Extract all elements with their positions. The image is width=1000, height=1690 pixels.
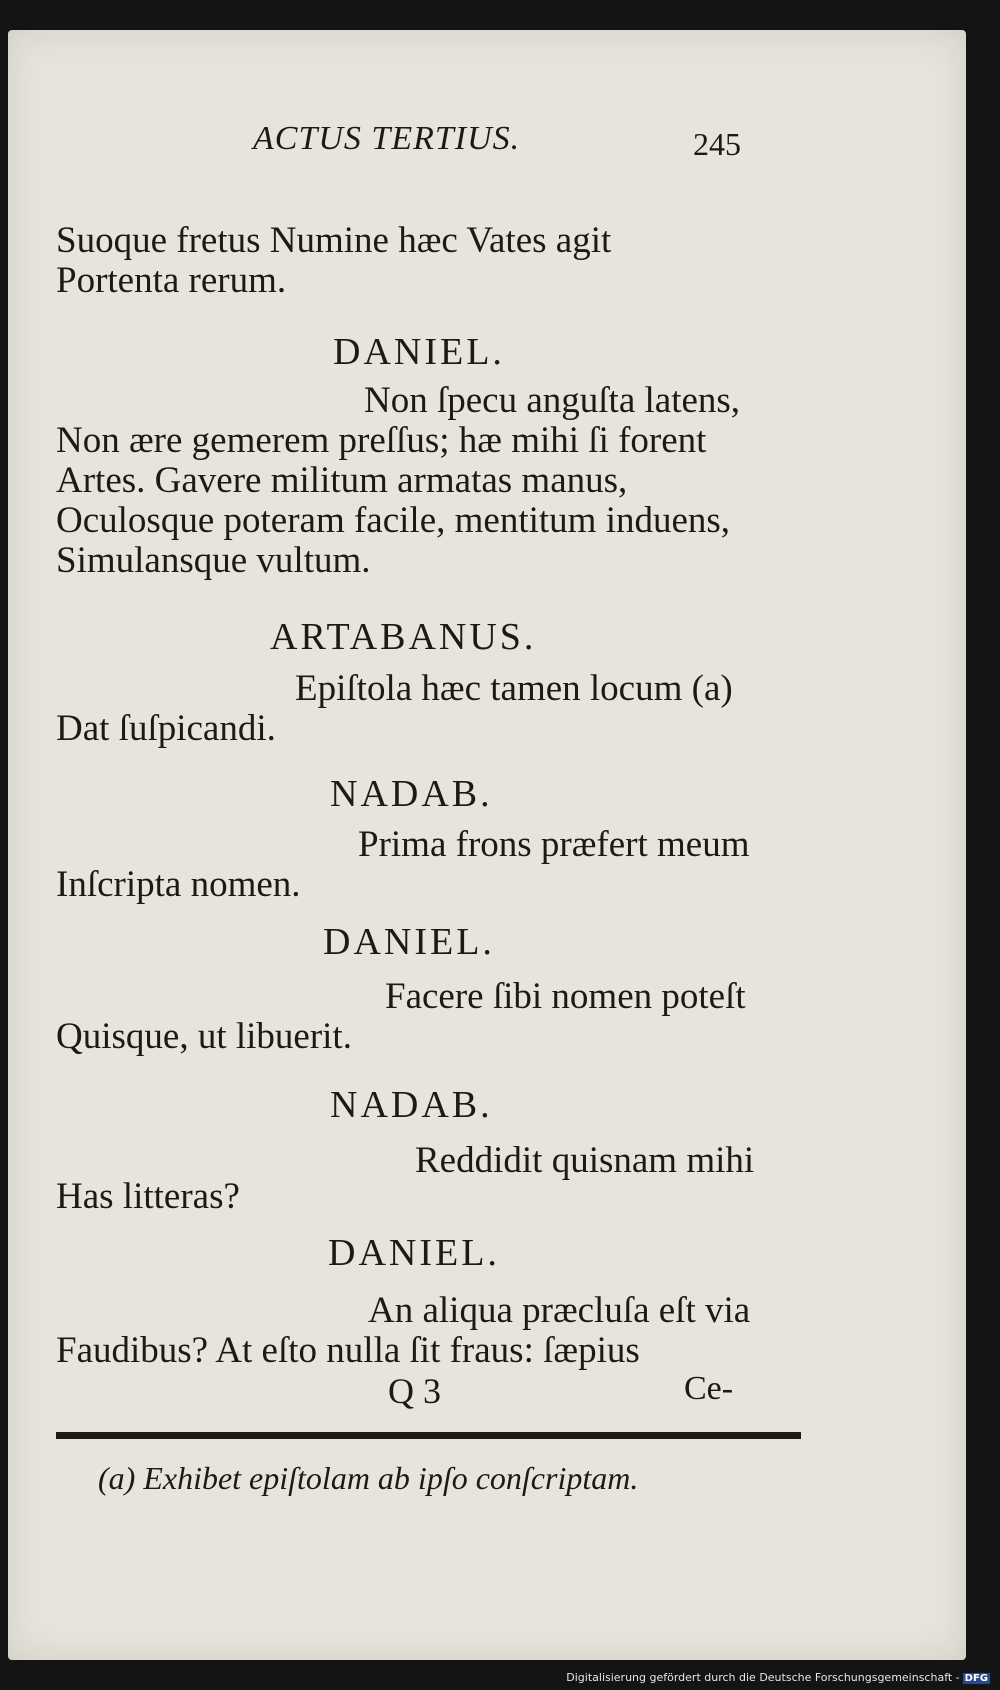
digitization-credit <box>566 1671 990 1684</box>
text-line: Suoque fretus Numine hæc Vates agit <box>56 220 612 261</box>
speaker-name: NADAB. <box>330 773 493 815</box>
text-line: Faudibus? At eſto nulla ſit fraus: ſæpius <box>56 1330 640 1371</box>
text-line: Prima frons præfert meum <box>358 824 750 865</box>
text-line: Facere ſibi nomen poteſt <box>385 976 746 1017</box>
speaker-name: DANIEL. <box>328 1232 500 1274</box>
running-title: ACTUS TERTIUS. <box>253 120 521 157</box>
speaker-name: ARTABANUS. <box>270 616 537 658</box>
speaker-name: DANIEL. <box>333 331 505 373</box>
text-line: Non ſpecu anguſta latens, <box>364 380 741 421</box>
text-line: Artes. Gavere militum armatas manus, <box>56 460 628 501</box>
text-line: Reddidit quisnam mihi <box>415 1140 755 1181</box>
page-number: 245 <box>693 126 741 162</box>
text-line: Portenta rerum. <box>56 260 287 301</box>
footnote-rule <box>56 1432 801 1439</box>
text-line: Inſcripta nomen. <box>56 864 301 905</box>
speaker-name: DANIEL. <box>323 921 495 963</box>
credit-text: Digitalisierung gefördert durch die Deutsche Forschungsgemeinschaft - <box>566 1671 960 1684</box>
text-line: Quisque, ut libuerit. <box>56 1016 352 1057</box>
text-line: Dat ſuſpicandi. <box>56 708 276 749</box>
text-line: Oculosque poteram facile, mentitum induens, <box>56 500 731 541</box>
catchword: Ce- <box>684 1370 734 1407</box>
text-line: An aliqua præcluſa eſt via <box>368 1290 751 1331</box>
speaker-name: NADAB. <box>330 1084 493 1126</box>
text-line: Simulansque vultum. <box>56 540 371 581</box>
signature-mark: Q 3 <box>388 1371 441 1411</box>
footnote: (a) Exhibet epiſtolam ab ipſo conſcriptam. <box>98 1460 639 1496</box>
text-line: Epiſtola hæc tamen locum (a) <box>295 668 733 709</box>
book-page <box>8 30 966 1660</box>
dfg-logo: DFG <box>964 1673 988 1684</box>
text-line: Has litteras? <box>56 1176 240 1217</box>
text-line: Non ære gemerem preſſus; hæ mihi ſi forent <box>56 420 707 461</box>
